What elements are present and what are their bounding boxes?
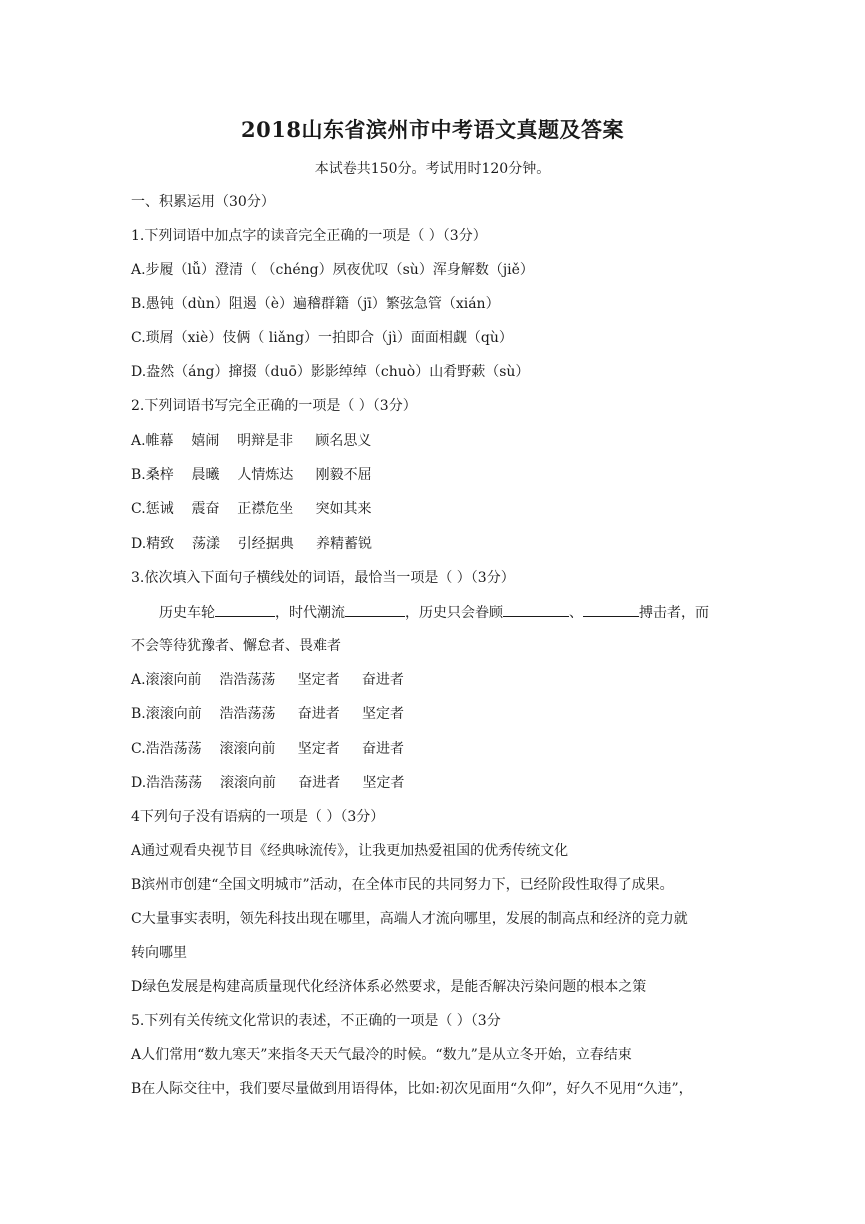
question-3-option-c: C.浩浩荡荡 滚滚向前 坚定者 奋进者 [131, 741, 404, 757]
question-5-option-b: B在人际交往中，我们要尽量做到用语得体，比如:初次见面用“久仰”，好久不见用“久违”， [131, 1081, 693, 1097]
exam-info: 本试卷共150分。考试用时120分钟。 [314, 161, 551, 177]
page-title: 2018山东省滨州市中考语文真题及答案 [241, 117, 624, 142]
passage-text: ，时代潮流 [275, 605, 345, 621]
question-3-stem: 3.依次填入下面句子横线处的词语，最恰当一项是（ ）（3分） [131, 570, 515, 586]
question-1-option-d: D.盎然（áng）撺掇（duō）影影绰绰（chuò）山肴野蔌（sù） [131, 364, 530, 380]
question-4-stem: 4下列句子没有语病的一项是（ ）（3分） [131, 809, 385, 825]
question-2-option-c: C.惩诫 震奋 正襟危坐 突如其来 [131, 501, 372, 517]
passage-text: 、 [569, 605, 583, 621]
fill-blank-4 [583, 602, 639, 617]
question-1-option-a: A.步履（lǚ）澄清（ （chéng）夙夜优叹（sù）浑身解数（jiě） [131, 262, 534, 278]
question-4-option-c: C大量事实表明，领先科技出现在哪里，高端人才流向哪里，发展的制高点和经济的竞力就 [131, 911, 688, 927]
question-3-option-a: A.滚滚向前 浩浩荡荡 坚定者 奋进者 [131, 672, 404, 688]
question-4-option-b: B滨州市创建“全国文明城市”活动，在全体市民的共同努力下，已经阶段性取得了成果。 [131, 877, 674, 893]
question-4-option-a: A通过观看央视节目《经典咏流传》，让我更加热爱祖国的优秀传统文化 [131, 843, 569, 859]
question-3-option-d: D.浩浩荡荡 滚滚向前 奋进者 坚定者 [131, 775, 405, 791]
question-2-stem: 2.下列词语书写完全正确的一项是（ ）（3分） [131, 398, 417, 414]
question-5-option-a: A人们常用“数九寒天”来指冬天天气最冷的时候。“数九”是从立冬开始，立春结束 [131, 1047, 632, 1063]
question-4-option-c-cont: 转向哪里 [131, 945, 187, 961]
question-1-option-c: C.琐屑（xiè）伎俩（ liǎng）一拍即合（jì）面面相觑（qù） [131, 330, 513, 346]
question-2-option-a: A.帷幕 嬉闹 明辩是非 顾名思义 [131, 433, 372, 449]
question-3-passage [159, 602, 709, 623]
question-4-option-d: D绿色发展是构建高质量现代化经济体系必然要求，是能否解决污染问题的根本之策 [131, 979, 647, 995]
question-2-option-d: D.精致 荡漾 引经据典 养精蓄锐 [131, 536, 373, 552]
passage-text: 搏击者，而 [639, 605, 709, 621]
question-3-passage-cont: 不会等待犹豫者、懈怠者、畏难者 [131, 638, 341, 654]
fill-blank-3 [503, 602, 569, 617]
question-1-option-b: B.愚钝（dùn）阻遏（è）遍稽群籍（jī）繁弦急管（xián） [131, 296, 500, 312]
passage-text: ，历史只会眷顾 [405, 605, 503, 621]
question-2-option-b: B.桑梓 晨曦 人情炼达 刚毅不屈 [131, 467, 372, 483]
question-3-option-b: B.滚滚向前 浩浩荡荡 奋进者 坚定者 [131, 706, 405, 722]
question-1-stem: 1.下列词语中加点字的读音完全正确的一项是（ ）（3分） [131, 228, 487, 244]
fill-blank-2 [345, 602, 405, 617]
passage-text: 历史车轮 [159, 605, 215, 621]
section-heading: 一、积累运用（30分） [131, 194, 275, 210]
fill-blank-1 [215, 602, 275, 617]
question-5-stem: 5.下列有关传统文化常识的表述，不正确的一项是（ ）（3分 [131, 1013, 501, 1029]
